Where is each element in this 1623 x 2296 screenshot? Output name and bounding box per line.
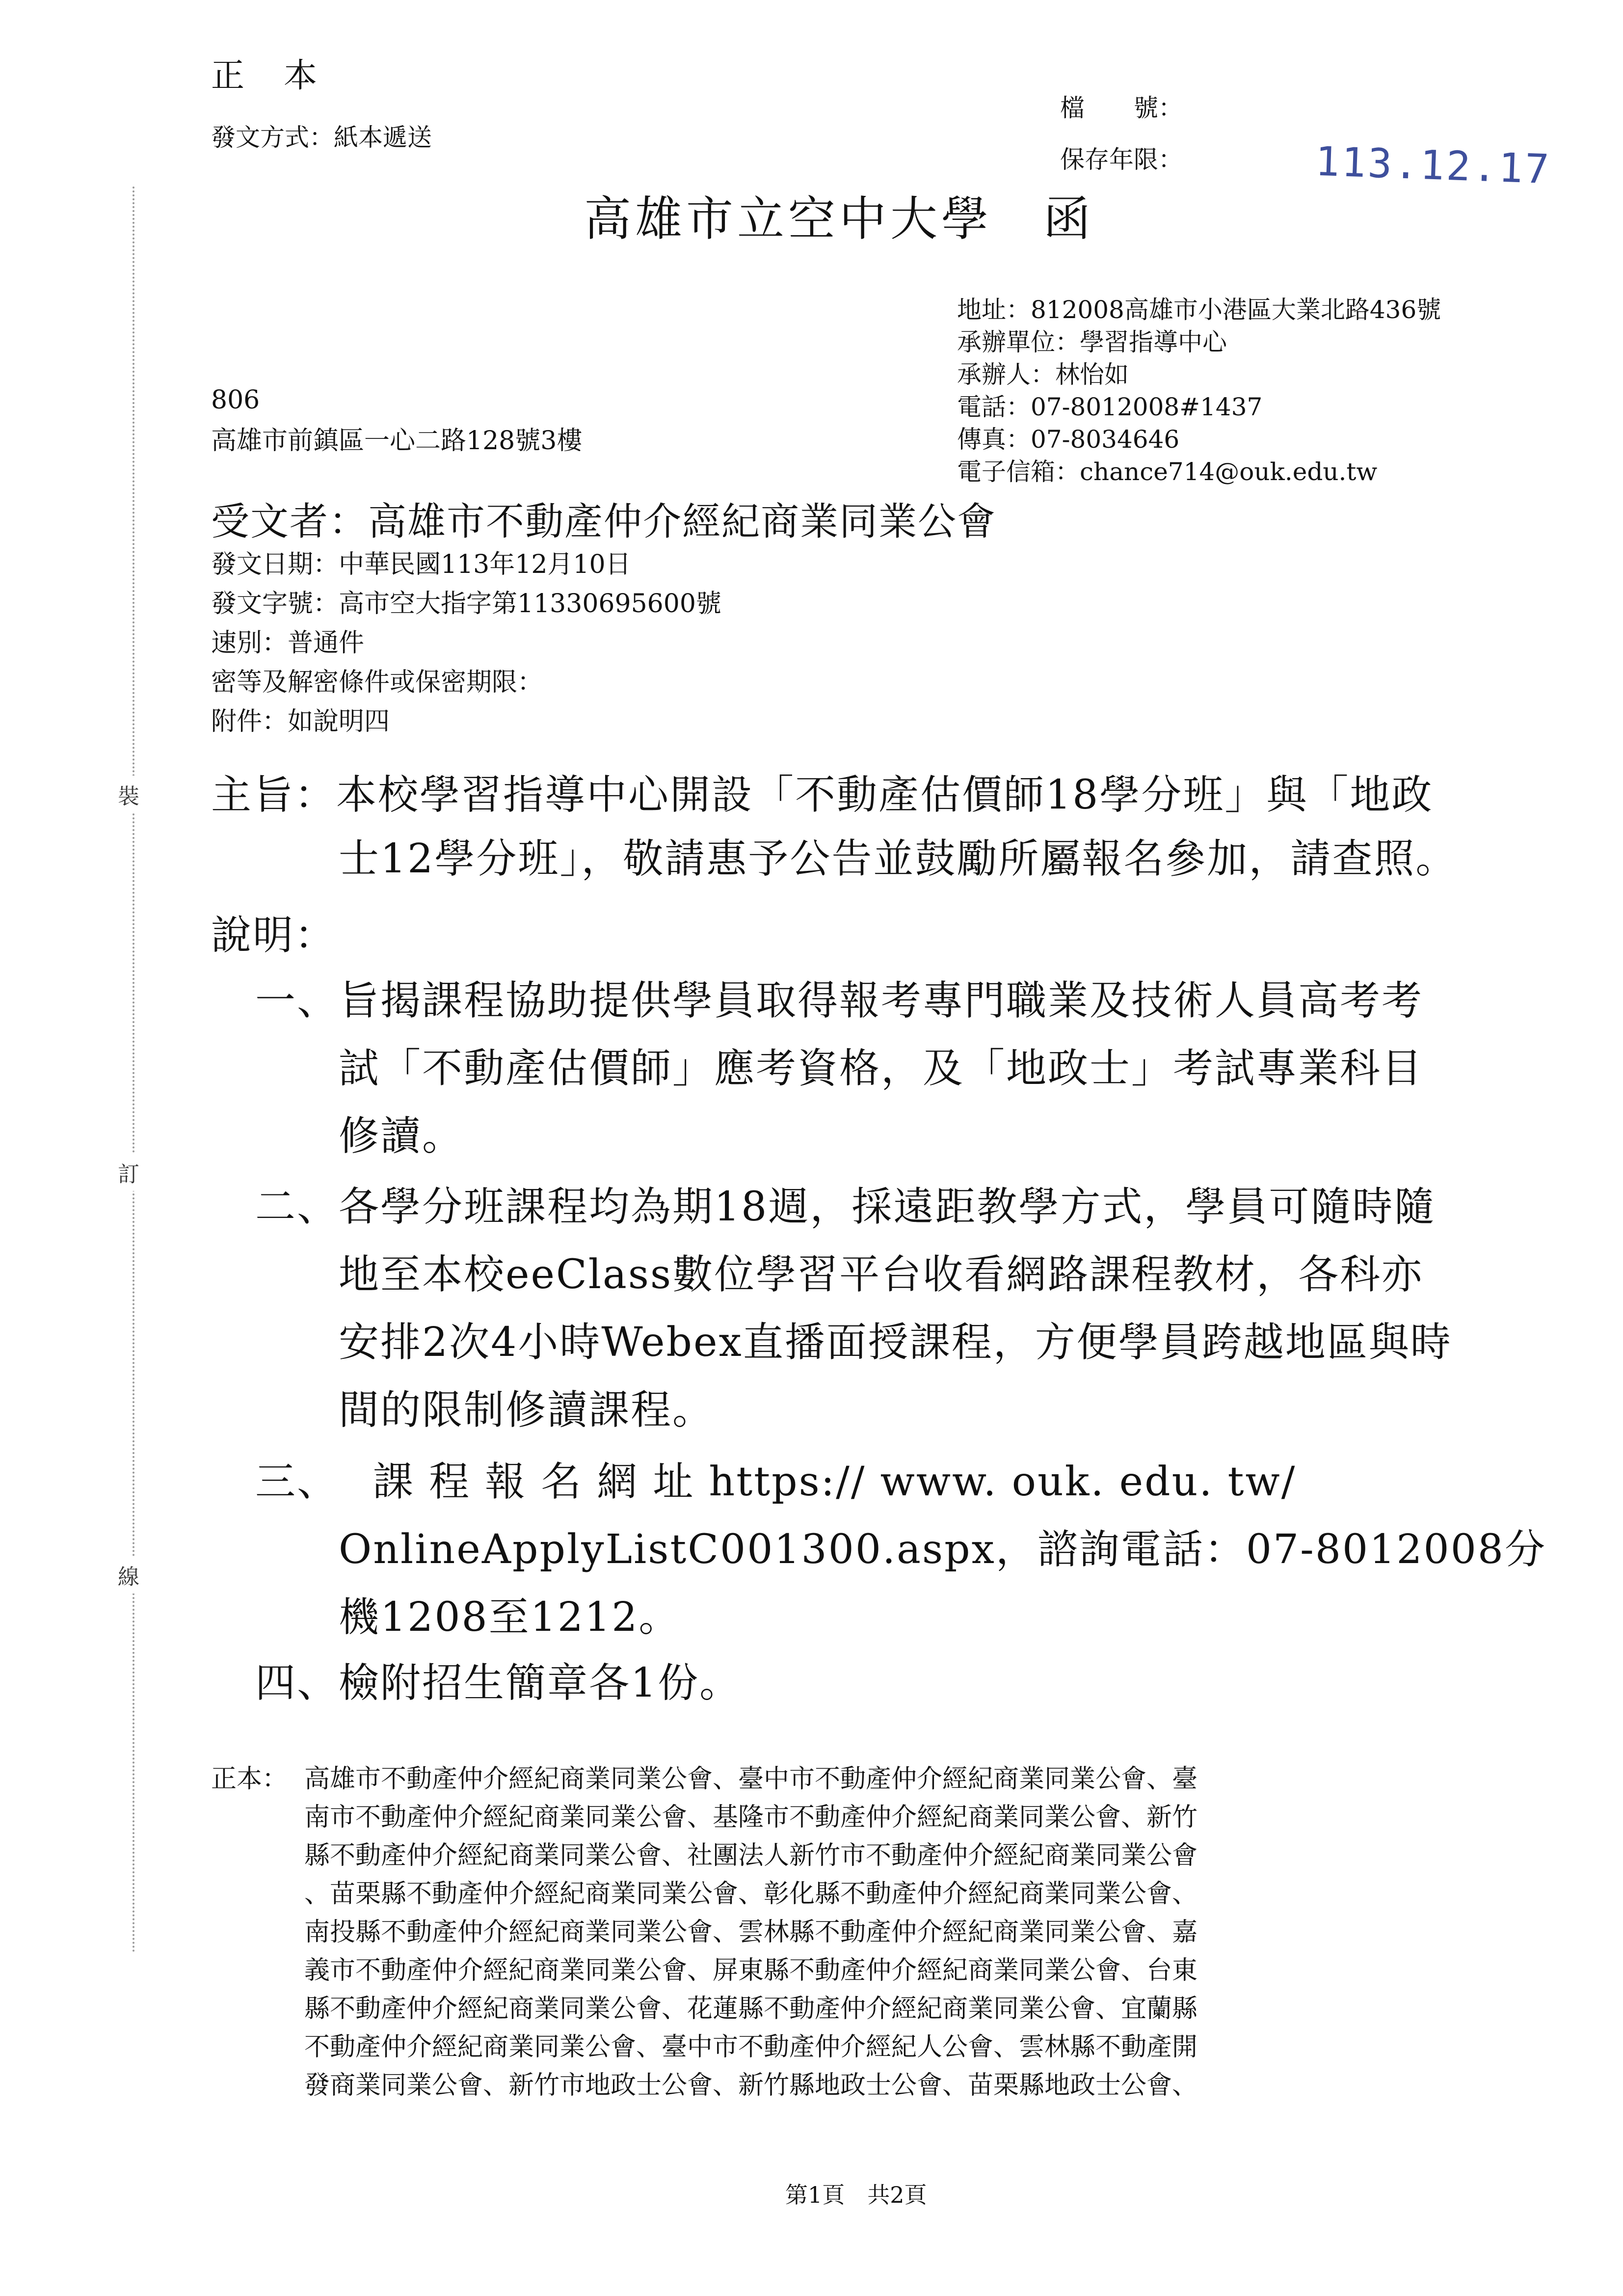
item-1-line-3: 修讀。 [339, 1113, 464, 1160]
document-title: 高雄市立空中大學 函 [584, 191, 1094, 246]
item-2-line-1: 各學分班課程均為期18週，採遠距教學方式，學員可隨時隨 [339, 1184, 1436, 1230]
document-number: 發文字號：高市空大指字第11330695600號 [211, 589, 721, 619]
file-no-label: 檔 號： [1060, 94, 1183, 122]
distribution-label: 正本： [211, 1764, 288, 1794]
subject-line-2: 士12學分班」，敬請惠予公告並鼓勵所屬報名參加，請查照。 [339, 836, 1458, 882]
sender-phone: 電話：07-8012008#1437 [957, 393, 1263, 421]
item-2-line-3: 安排2次4小時Webex直播面授課程，方便學員跨越地區與時 [339, 1319, 1452, 1366]
distribution-line: 不動產仲介經紀商業同業公會、臺中市不動產仲介經紀人公會、雲林縣不動產開 [304, 2032, 1198, 2062]
recipient-postal-code: 806 [211, 385, 260, 415]
item-3-line-2: OnlineApplyListC001300.aspx，諮詢電話：07-8012008分 [339, 1526, 1547, 1573]
item-3-number: 三、 [255, 1459, 339, 1505]
item-4-line-1: 檢附招生簡章各1份。 [339, 1660, 742, 1706]
distribution-line: 縣不動產仲介經紀商業同業公會、花蓮縣不動產仲介經紀商業同業公會、宜蘭縣 [304, 1994, 1198, 2024]
delivery-method: 發文方式：紙本遞送 [211, 123, 432, 152]
copy-type-label: 正 本 [211, 56, 320, 95]
issue-date: 發文日期：中華民國113年12月10日 [211, 550, 631, 579]
distribution-line: 縣不動產仲介經紀商業同業公會、社團法人新竹市不動產仲介經紀商業同業公會 [304, 1841, 1198, 1870]
page-number: 第1頁 共2頁 [785, 2182, 927, 2208]
explanation-label: 說明： [211, 912, 337, 959]
distribution-line: 義市不動產仲介經紀商業同業公會、屏東縣不動產仲介經紀商業同業公會、台東 [304, 1956, 1198, 1985]
received-date-stamp: 113.12.17 [1314, 138, 1552, 193]
distribution-line: 南市不動產仲介經紀商業同業公會、基隆市不動產仲介經紀商業同業公會、新竹 [304, 1803, 1198, 1832]
recipient-address: 高雄市前鎮區一心二路128號3樓 [211, 426, 583, 456]
binding-mark-zhuang: 裝 [118, 776, 139, 813]
item-3-line-3: 機1208至1212。 [339, 1594, 681, 1641]
speed-class: 速別：普通件 [211, 628, 365, 658]
distribution-line: 南投縣不動產仲介經紀商業同業公會、雲林縣不動產仲介經紀商業同業公會、嘉 [304, 1918, 1198, 1947]
distribution-line: 高雄市不動產仲介經紀商業同業公會、臺中市不動產仲介經紀商業同業公會、臺 [304, 1764, 1198, 1794]
document-meta-block [211, 545, 721, 741]
item-2-number: 二、 [255, 1184, 339, 1230]
item-3-line-1: 課 程 報 名 網 址 https:// www. ouk. edu. tw/ [373, 1459, 1297, 1505]
retention-label: 保存年限： [1060, 145, 1183, 174]
item-4-number: 四、 [255, 1660, 339, 1706]
sender-email: 電子信箱：chance714@ouk.edu.tw [957, 458, 1378, 486]
subject-line-1: 主旨：本校學習指導中心開設「不動產估價師18學分班」與「地政 [211, 772, 1434, 818]
attachment: 附件：如說明四 [211, 707, 390, 736]
item-2-line-4: 間的限制修讀課程。 [339, 1387, 715, 1433]
confidentiality: 密等及解密條件或保密期限： [211, 668, 543, 697]
binding-mark-ding: 訂 [118, 1154, 139, 1191]
item-1-line-2: 試「不動產估價師」應考資格，及「地政士」考試專業科目 [339, 1045, 1424, 1092]
item-2-line-2: 地至本校eeClass數位學習平台收看網路課程教材，各科亦 [339, 1251, 1424, 1298]
binding-mark-xian: 線 [118, 1556, 139, 1594]
item-1-number: 一、 [255, 977, 339, 1024]
distribution-line: 發商業同業公會、新竹市地政士公會、新竹縣地政士公會、苗栗縣地政士公會、 [304, 2071, 1198, 2100]
handling-person: 承辦人：林怡如 [957, 360, 1129, 389]
sender-contact-block [957, 294, 1441, 488]
distribution-list [304, 1760, 1197, 2105]
sender-address: 地址：812008高雄市小港區大業北路436號 [957, 296, 1441, 324]
sender-fax: 傳真：07-8034646 [957, 425, 1180, 454]
binding-line [133, 187, 134, 1954]
handling-unit: 承辦單位：學習指導中心 [957, 328, 1227, 356]
receiver-line: 受文者：高雄市不動產仲介經紀商業同業公會 [211, 500, 997, 544]
item-1-line-1: 旨揭課程協助提供學員取得報考專門職業及技術人員高考考 [339, 977, 1424, 1024]
distribution-line: 、苗栗縣不動產仲介經紀商業同業公會、彰化縣不動產仲介經紀商業同業公會、 [304, 1879, 1198, 1909]
